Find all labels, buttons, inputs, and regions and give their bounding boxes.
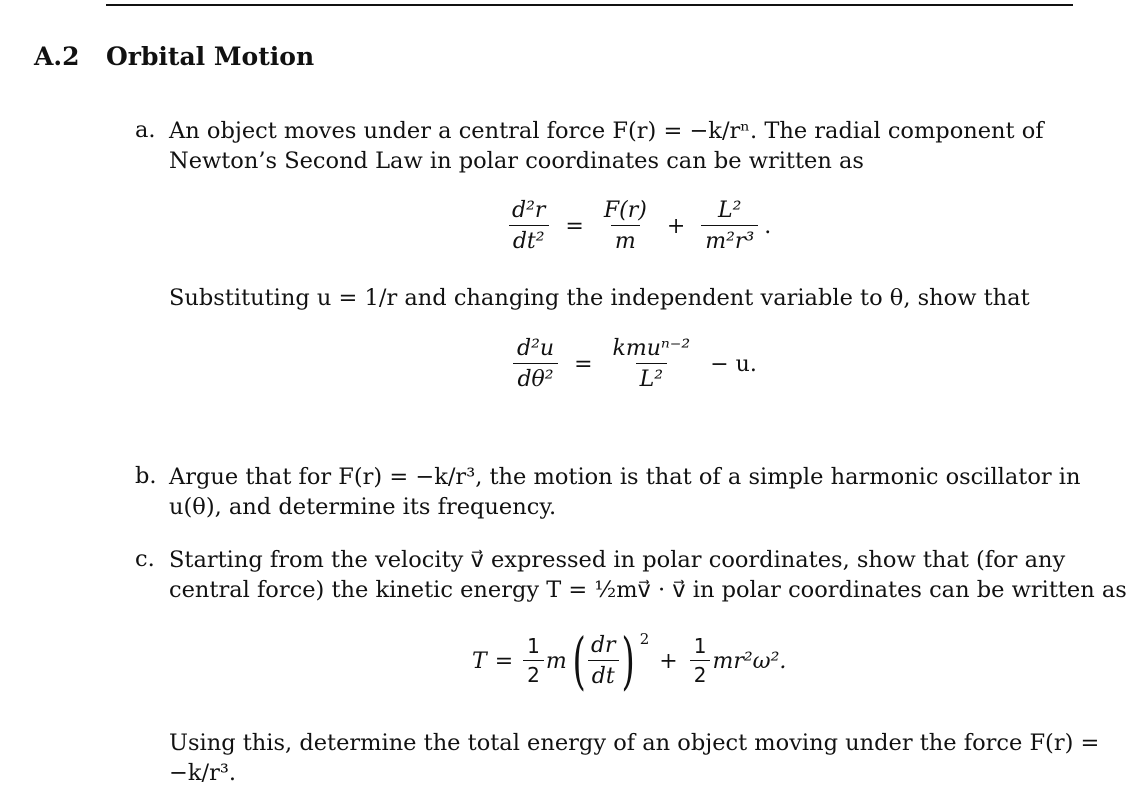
eq3-half-num: 1 xyxy=(527,634,540,658)
eq1-force-fraction xyxy=(600,198,651,255)
eq3-derivative-fraction xyxy=(587,633,620,690)
part-b-line-2: u(θ), and determine its frequency. xyxy=(169,494,557,520)
eq2-rest: − u. xyxy=(710,351,757,377)
equation-binet xyxy=(507,336,757,393)
eq1-force-den: m xyxy=(614,229,636,255)
eq3-half-fraction xyxy=(523,635,544,687)
eq3-tail: mr²ω². xyxy=(712,648,787,674)
eq1-angular-fraction xyxy=(701,198,758,255)
eq1-force-num: F(r) xyxy=(603,198,647,223)
eq2-equals: = xyxy=(574,351,593,377)
eq1-lhs-fraction xyxy=(508,198,549,255)
eq2-rhs-fraction xyxy=(609,336,695,393)
eq1-lhs-den: dt² xyxy=(512,229,545,255)
eq1-plus: + xyxy=(666,213,686,239)
eq3-plus: + xyxy=(659,648,678,674)
eq1-angular-num: L² xyxy=(718,198,742,223)
eq1-period: . xyxy=(764,213,772,239)
part-c-label: c. xyxy=(135,546,155,572)
eq2-rhs-num: kmuⁿ⁻² xyxy=(612,336,691,361)
part-c-line-3: Using this, determine the total energy of an object moving under the force F(r) = xyxy=(169,730,1100,756)
section-number: A.2 xyxy=(34,42,80,71)
equation-radial xyxy=(502,198,771,255)
eq3-mass: m xyxy=(545,648,567,674)
eq3-close-paren: ) xyxy=(620,624,635,697)
part-a-line-1: An object moves under a central force F(r) = −k/rⁿ. The radial component of xyxy=(169,118,1044,144)
part-c-line-4: −k/r³. xyxy=(169,760,236,786)
eq1-lhs-num: d²r xyxy=(512,198,546,223)
eq2-lhs-num: d²u xyxy=(517,336,555,361)
eq1-angular-den: m²r³ xyxy=(705,229,755,255)
section-heading xyxy=(34,42,314,71)
part-c-line-1: Starting from the velocity v⃗ expressed in polar coordinates, show that (for any xyxy=(169,547,1066,573)
part-b-label: b. xyxy=(135,463,157,489)
part-a-line-3: Substituting u = 1/r and changing the independent variable to θ, show that xyxy=(169,285,1030,311)
part-b-line-1: Argue that for F(r) = −k/r³, the motion is that of a simple harmonic oscillator in xyxy=(169,464,1081,490)
equation-kinetic-energy xyxy=(472,624,787,697)
part-a-line-2: Newton’s Second Law in polar coordinates can be written as xyxy=(169,148,864,174)
eq3-open-paren: ( xyxy=(572,624,586,697)
top-rule xyxy=(106,4,1073,6)
eq3-half2-den: 2 xyxy=(690,660,711,687)
part-a-text xyxy=(169,116,1073,176)
part-a-label: a. xyxy=(135,117,156,143)
section-title: Orbital Motion xyxy=(106,42,315,71)
part-a-substitution xyxy=(169,283,1073,313)
part-c-text xyxy=(169,545,1127,605)
eq2-lhs-den: dθ² xyxy=(517,367,554,393)
eq1-equals: = xyxy=(565,213,584,239)
part-b-text xyxy=(169,462,1081,522)
part-c-line-2: central force) the kinetic energy T = ½mv⃗ · v⃗ in polar coordinates can be written as xyxy=(169,577,1127,603)
eq2-rhs-den: L² xyxy=(639,367,664,393)
eq3-half2-num: 1 xyxy=(693,634,707,658)
part-c-conclusion xyxy=(169,728,1100,788)
eq3-lhs: T xyxy=(472,648,487,674)
eq3-dt: dt xyxy=(591,664,615,689)
eq3-dr: dr xyxy=(590,632,616,658)
eq2-lhs-fraction xyxy=(513,336,558,393)
eq3-power: 2 xyxy=(639,630,650,648)
eq3-half2-fraction xyxy=(690,635,711,687)
eq3-half-den: 2 xyxy=(523,660,544,687)
eq3-equals: = xyxy=(494,648,514,674)
